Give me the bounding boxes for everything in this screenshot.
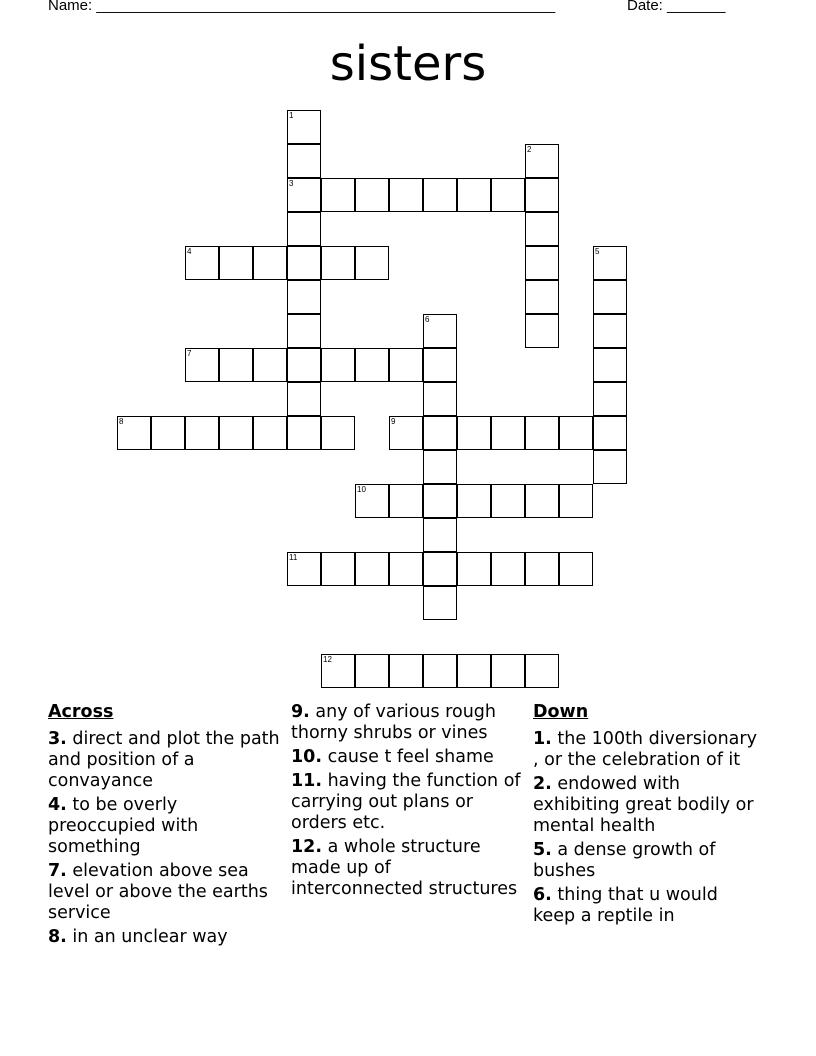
clue-text: a dense growth of bushes xyxy=(533,840,716,881)
grid-cell[interactable] xyxy=(559,484,593,518)
clue-text: any of various rough thorny shrubs or vines xyxy=(291,702,496,743)
grid-cell[interactable] xyxy=(321,178,355,212)
grid-cell[interactable] xyxy=(389,178,423,212)
grid-cell[interactable] xyxy=(593,450,627,484)
grid-cell[interactable] xyxy=(287,280,321,314)
grid-cell[interactable] xyxy=(423,348,457,382)
grid-cell[interactable] xyxy=(389,484,423,518)
grid-cell[interactable] xyxy=(389,552,423,586)
cell-number: 10 xyxy=(357,485,366,494)
grid-cell[interactable] xyxy=(593,314,627,348)
grid-cell[interactable] xyxy=(457,484,491,518)
across-clues-continued-column xyxy=(291,702,523,903)
grid-cell[interactable] xyxy=(219,416,253,450)
clue-item xyxy=(533,729,765,771)
grid-cell[interactable] xyxy=(457,416,491,450)
clue-text: in an unclear way xyxy=(66,927,228,947)
grid-cell[interactable] xyxy=(525,246,559,280)
grid-cell[interactable] xyxy=(423,450,457,484)
grid-cell[interactable] xyxy=(423,586,457,620)
grid-cell[interactable] xyxy=(185,246,219,280)
grid-cell[interactable] xyxy=(287,212,321,246)
across-heading: Across xyxy=(48,702,114,722)
grid-cell[interactable] xyxy=(525,314,559,348)
cell-number: 7 xyxy=(187,349,192,358)
grid-cell[interactable] xyxy=(423,552,457,586)
across-clue-list xyxy=(48,729,280,948)
grid-cell[interactable] xyxy=(355,654,389,688)
grid-cell[interactable] xyxy=(321,246,355,280)
cell-number: 9 xyxy=(391,417,396,426)
grid-cell[interactable] xyxy=(287,382,321,416)
clue-item xyxy=(291,747,523,768)
clue-text: to be overly preoccupied with something xyxy=(48,795,199,857)
grid-cell[interactable] xyxy=(457,178,491,212)
grid-cell[interactable] xyxy=(321,552,355,586)
grid-cell[interactable] xyxy=(287,144,321,178)
clue-text: the 100th diversionary , or the celebration of it xyxy=(533,729,757,770)
down-heading: Down xyxy=(533,702,589,722)
clue-item xyxy=(533,885,765,927)
cell-number: 3 xyxy=(289,179,294,188)
grid-cell[interactable] xyxy=(525,416,559,450)
grid-cell[interactable] xyxy=(593,348,627,382)
clue-item xyxy=(533,840,765,882)
clue-text: endowed with exhibiting great bodily or mental health xyxy=(533,774,754,836)
clue-item xyxy=(48,861,280,924)
grid-cell[interactable] xyxy=(355,246,389,280)
grid-cell[interactable] xyxy=(253,246,287,280)
grid-cell[interactable] xyxy=(423,382,457,416)
grid-cell[interactable] xyxy=(423,484,457,518)
clue-text: thing that u would keep a reptile in xyxy=(533,885,718,926)
grid-cell[interactable] xyxy=(287,178,321,212)
cell-number: 12 xyxy=(323,655,332,664)
grid-cell[interactable] xyxy=(287,314,321,348)
clue-number: 1. xyxy=(533,729,552,749)
clue-number: 3. xyxy=(48,729,67,749)
grid-cell[interactable] xyxy=(491,416,525,450)
grid-cell[interactable] xyxy=(151,416,185,450)
grid-cell[interactable] xyxy=(219,348,253,382)
clue-item xyxy=(48,795,280,858)
clue-number: 8. xyxy=(48,927,67,947)
name-field-label: Name: _______________________________________________________ xyxy=(48,0,556,14)
grid-cell[interactable] xyxy=(389,348,423,382)
grid-cell[interactable] xyxy=(287,416,321,450)
clue-text: a whole structure made up of interconnected structures xyxy=(291,837,518,899)
grid-cell[interactable] xyxy=(423,178,457,212)
clue-item xyxy=(48,927,280,948)
grid-cell[interactable] xyxy=(287,348,321,382)
grid-cell[interactable] xyxy=(423,654,457,688)
down-clue-list xyxy=(533,729,765,927)
clue-text: elevation above sea level or above the earths service xyxy=(48,861,268,923)
clue-number: 9. xyxy=(291,702,310,722)
clue-item xyxy=(291,702,523,744)
clue-number: 6. xyxy=(533,885,552,905)
clue-number: 11. xyxy=(291,771,323,791)
grid-cell[interactable] xyxy=(559,416,593,450)
grid-cell[interactable] xyxy=(525,144,559,178)
clue-item xyxy=(48,729,280,792)
clue-item xyxy=(533,774,765,837)
grid-cell[interactable] xyxy=(321,348,355,382)
grid-cell[interactable] xyxy=(525,280,559,314)
grid-cell[interactable] xyxy=(355,552,389,586)
clue-number: 4. xyxy=(48,795,67,815)
grid-cell[interactable] xyxy=(593,382,627,416)
date-field-label: Date: _______ xyxy=(627,0,726,14)
grid-cell[interactable] xyxy=(355,178,389,212)
cell-number: 2 xyxy=(527,145,532,154)
grid-cell[interactable] xyxy=(389,654,423,688)
cell-number: 4 xyxy=(187,247,192,256)
grid-cell[interactable] xyxy=(525,212,559,246)
grid-cell[interactable] xyxy=(287,110,321,144)
grid-cell[interactable] xyxy=(287,246,321,280)
grid-cell[interactable] xyxy=(185,416,219,450)
grid-cell[interactable] xyxy=(389,416,423,450)
grid-cell[interactable] xyxy=(457,654,491,688)
grid-cell[interactable] xyxy=(117,416,151,450)
puzzle-title: sisters xyxy=(329,36,487,92)
grid-cell[interactable] xyxy=(423,518,457,552)
grid-cell[interactable] xyxy=(593,416,627,450)
clue-text: cause t feel shame xyxy=(322,747,494,767)
grid-cell[interactable] xyxy=(525,552,559,586)
clue-number: 10. xyxy=(291,747,323,767)
clue-number: 12. xyxy=(291,837,323,857)
grid-cell[interactable] xyxy=(287,552,321,586)
grid-cell[interactable] xyxy=(491,654,525,688)
grid-cell[interactable] xyxy=(423,416,457,450)
clue-item xyxy=(291,771,523,834)
clue-number: 7. xyxy=(48,861,67,881)
cell-number: 6 xyxy=(425,315,430,324)
across-clues-column xyxy=(48,702,280,951)
grid-cell[interactable] xyxy=(491,552,525,586)
grid-cell[interactable] xyxy=(185,348,219,382)
grid-cell[interactable] xyxy=(593,246,627,280)
clue-text: direct and plot the path and position of a convayance xyxy=(48,729,280,791)
grid-cell[interactable] xyxy=(593,280,627,314)
grid-cell[interactable] xyxy=(525,654,559,688)
grid-cell[interactable] xyxy=(219,246,253,280)
grid-cell[interactable] xyxy=(423,314,457,348)
cell-number: 11 xyxy=(289,553,298,562)
cell-number: 1 xyxy=(289,111,294,120)
clue-number: 2. xyxy=(533,774,552,794)
grid-cell[interactable] xyxy=(525,484,559,518)
grid-cell[interactable] xyxy=(525,178,559,212)
grid-cell[interactable] xyxy=(321,416,355,450)
cell-number: 8 xyxy=(119,417,124,426)
grid-cell[interactable] xyxy=(491,178,525,212)
grid-cell[interactable] xyxy=(355,348,389,382)
clue-text: having the function of carrying out plans or orders etc. xyxy=(291,771,521,833)
across-clue-list-continued xyxy=(291,702,523,900)
clue-number: 5. xyxy=(533,840,552,860)
grid-cell[interactable] xyxy=(457,552,491,586)
grid-cell[interactable] xyxy=(253,348,287,382)
down-clues-column xyxy=(533,702,765,930)
grid-cell[interactable] xyxy=(253,416,287,450)
cell-number: 5 xyxy=(595,247,600,256)
clue-item xyxy=(291,837,523,900)
grid-cell[interactable] xyxy=(491,484,525,518)
grid-cell[interactable] xyxy=(355,484,389,518)
grid-cell[interactable] xyxy=(559,552,593,586)
grid-cell[interactable] xyxy=(321,654,355,688)
